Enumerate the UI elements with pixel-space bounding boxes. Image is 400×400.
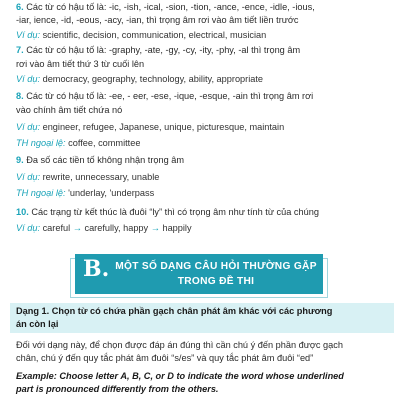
- exception-label: TH ngoại lệ:: [16, 188, 66, 198]
- rule-number: 10.: [16, 207, 29, 217]
- section-letter: B.: [83, 256, 110, 282]
- rule-number: 7.: [16, 45, 24, 55]
- question-type-heading: [16, 305, 388, 332]
- rule-6-line-2: [16, 14, 299, 28]
- rule-7-line-1: [16, 44, 300, 58]
- example-word: careful: [42, 223, 71, 233]
- example-word: happily: [162, 223, 192, 233]
- rule-8-line-1: [16, 90, 313, 104]
- example-text: democracy, geography, technology, ability, appropriate: [42, 74, 264, 84]
- example-label: Ví dụ:: [16, 172, 41, 182]
- exception-label: TH ngoại lệ:: [16, 138, 66, 148]
- example-question-line-2: part is pronounced differently from the others.: [16, 384, 219, 395]
- rule-7-line-2: [16, 58, 144, 72]
- example-text: rewrite, unnecessary, unable: [42, 172, 160, 182]
- rule-number: 9.: [16, 155, 24, 165]
- rule-6-example: [16, 29, 266, 43]
- rule-7-example: [16, 73, 263, 87]
- rule-number: 8.: [16, 91, 24, 101]
- body-line-2: chân, chú ý đến quy tắc phát âm đuôi “s/es” và quy tắc phát âm đuôi “ed”: [16, 353, 314, 364]
- section-banner: [75, 254, 323, 294]
- rule-9-exception: [16, 187, 154, 201]
- arrow-right-icon: →: [150, 223, 160, 233]
- rule-text: vào chính âm tiết chứa nó: [16, 105, 123, 115]
- example-label: Ví dụ:: [16, 74, 41, 84]
- body-line-1: Đối với dạng này, để chọn được đáp án đúng thì cần chú ý đến phần được gạch: [16, 340, 343, 350]
- section-title: [113, 259, 319, 289]
- rule-6-line-1: [16, 1, 315, 15]
- rule-text: -iar, ience, -id, -eous, -acy, -ian, thì trọng âm rơi vào âm tiết liền trước: [16, 15, 299, 25]
- section-title-line-2: TRONG ĐỀ THI: [177, 276, 255, 287]
- example-text: engineer, refugee, Japanese, unique, picturesque, maintain: [42, 122, 285, 132]
- heading-line-1: Dạng 1. Chọn từ có chứa phần gạch chân phát âm khác với các phương: [16, 306, 333, 316]
- rule-9-line-1: [16, 154, 184, 168]
- rule-number: 6.: [16, 2, 24, 12]
- body-paragraph: [16, 339, 390, 366]
- example-label: Ví dụ:: [16, 30, 41, 40]
- example-word: carefully, happy: [84, 223, 149, 233]
- example-label: Ví dụ:: [16, 223, 41, 233]
- exception-text: 'underlay, 'underpass: [68, 188, 155, 198]
- rule-8-line-2: [16, 104, 122, 118]
- rule-text: Đa số các tiền tố không nhận trọng âm: [26, 155, 185, 165]
- example-label: Ví dụ:: [16, 122, 41, 132]
- rule-8-exception: [16, 137, 140, 151]
- arrow-right-icon: →: [72, 223, 82, 233]
- section-title-line-1: MỘT SỐ DẠNG CÂU HỎI THƯỜNG GẶP: [115, 261, 317, 272]
- example-question: [16, 370, 390, 397]
- rule-10-line-1: [16, 206, 319, 220]
- exception-text: coffee, committee: [68, 138, 141, 148]
- rule-8-example: [16, 121, 284, 135]
- rule-text: Các từ có hậu tố là: -ic, -ish, -ical, -sion, -tion, -ance, -ence, -idle, -ious,: [26, 2, 315, 12]
- rule-text: Các trạng từ kết thúc là đuôi “ly” thì có trọng âm như tính từ của chúng: [31, 207, 319, 217]
- rule-10-example: [16, 222, 192, 236]
- rule-text: Các từ có hậu tố là: -ee, - eer, -ese, -ique, -esque, -ain thì trọng âm rơi: [26, 91, 314, 101]
- rule-text: rơi vào âm tiết thứ 3 từ cuối lên: [16, 59, 145, 69]
- example-text: scientific, decision, communication, electrical, musician: [42, 30, 267, 40]
- rule-text: Các từ có hậu tố là: -graphy, -ate, -gy, -cy, -ity, -phy, -al thì trọng âm: [26, 45, 301, 55]
- heading-line-2: án còn lại: [16, 319, 59, 330]
- rule-9-example: [16, 171, 159, 185]
- example-question-line-1: Example: Choose letter A, B, C, or D to indicate the word whose underlined: [16, 371, 344, 381]
